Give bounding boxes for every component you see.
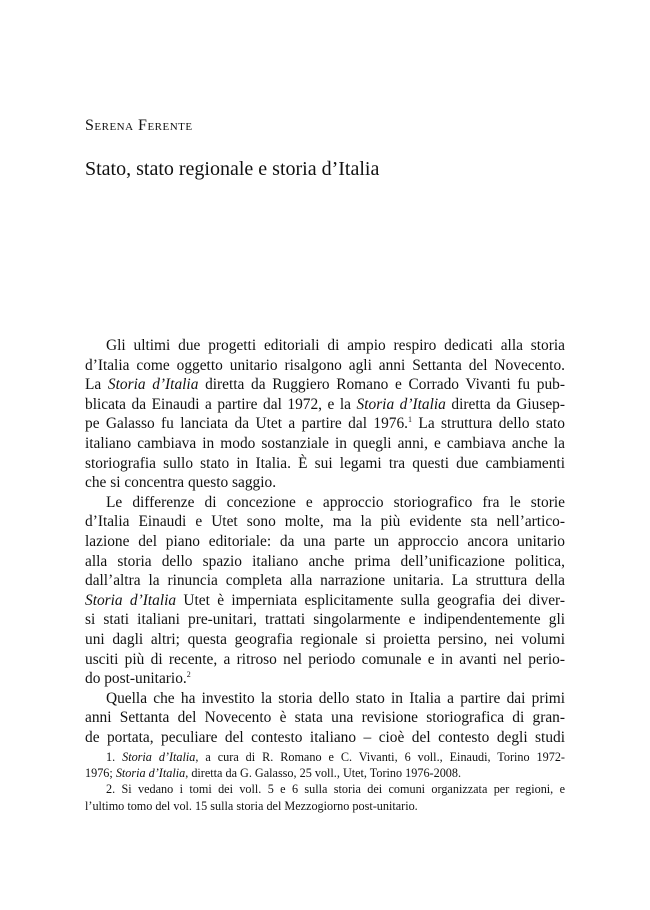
- text-fragment: 1976;: [85, 766, 116, 781]
- text-line: anni Settanta del Novecento è stata una revisione storiografica di gran-: [85, 709, 565, 727]
- text-line: d’Italia come oggetto unitario risalgono agli anni Settanta del Novecento.: [85, 356, 565, 374]
- text-line: uni dagli altri; questa geografia regionale si proietta persino, nei volumi: [85, 630, 565, 648]
- work-title: Storia d’Italia: [122, 750, 196, 764]
- footnote-line: 2. Si vedano i tomi dei voll. 5 e 6 sulla storia dei comuni organizzata per regioni, e: [106, 782, 565, 797]
- text-line: [85, 591, 565, 611]
- text-line: [85, 375, 565, 395]
- text-line: [85, 414, 565, 434]
- text-line: italiano cambiava in modo sostanziale in quegli anni, e cambiava anche la: [85, 434, 565, 452]
- article-title: Stato, stato regionale e storia d’Italia: [85, 158, 380, 180]
- text-line: dall’altra la rinuncia completa alla narrazione unitaria. La struttura della: [85, 572, 565, 590]
- paragraph-1: [85, 336, 565, 493]
- footnote-2: [85, 781, 565, 813]
- text-fragment: blicata da Einaudi a partire dal 1972, e la: [85, 395, 357, 413]
- text-fragment: Utet è imperniata esplicitamente sulla geografia dei diver-: [176, 591, 565, 609]
- author-name: Serena Ferente: [85, 117, 193, 134]
- text-fragment: , a cura di R. Romano e C. Vivanti, 6 voll., Einaudi, Torino 1972-: [195, 750, 565, 764]
- text-line: [85, 669, 565, 689]
- footnote-line: l’ultimo tomo del vol. 15 sulla storia del Mezzogiorno post-unitario.: [85, 798, 418, 813]
- text-line: che si concentra questo saggio.: [85, 474, 277, 492]
- text-line: de portata, peculiare del contesto italiano – cioè del contesto degli studi: [85, 728, 565, 746]
- text-line: d’Italia Einaudi e Utet sono molte, ma la più evidente sta nell’artico-: [85, 513, 565, 531]
- text-line: Le differenze di concezione e approccio storiografico fra le storie: [106, 493, 565, 511]
- text-fragment: , diretta da G. Galasso, 25 voll., Utet, Torino 1976-2008.: [185, 766, 462, 781]
- work-title: Storia d’Italia: [85, 591, 177, 609]
- text-line: Gli ultimi due progetti editoriali di ampio respiro dedicati alla storia: [106, 337, 565, 354]
- work-title: Storia d’Italia: [356, 395, 446, 413]
- footnote-line: [85, 765, 565, 781]
- text-line: si stati italiani pre-unitari, trattati singolarmente e indipendentemente gli: [85, 611, 565, 629]
- article-body: [85, 336, 565, 747]
- footnote-line: [85, 749, 565, 765]
- text-line: lazione del piano editoriale: da una parte un approccio ancora unitario: [85, 532, 565, 550]
- text-line: Quella che ha investito la storia dello stato in Italia a partire dai primi: [106, 689, 565, 707]
- text-line: usciti più di recente, a ritroso nel periodo comunale e in avanti nel perio-: [85, 650, 565, 668]
- text-fragment: pe Galasso fu lanciata da Utet a partire dal 1976.: [85, 415, 409, 433]
- text-line: alla storia dello spazio italiano anche prima dell’unificazione politica,: [85, 552, 565, 570]
- text-fragment: diretta da Giusep-: [445, 395, 566, 413]
- work-title: Storia d’Italia: [115, 766, 186, 781]
- footnotes: [85, 749, 565, 814]
- text-line: [85, 395, 565, 415]
- paragraph-2: [85, 493, 565, 689]
- text-fragment: diretta da Ruggiero Romano e Corrado Vivanti fu pub-: [198, 376, 565, 394]
- text-fragment: do post-unitario.: [85, 670, 187, 688]
- text-fragment: 1.: [106, 750, 123, 764]
- work-title: Storia d’Italia: [107, 376, 199, 394]
- footnote-ref-1[interactable]: 1: [408, 415, 413, 425]
- text-line: storiografia sullo stato in Italia. È sui legami tra questi due cambiamenti: [85, 454, 565, 472]
- footnote-1: [85, 749, 565, 781]
- paragraph-3: [85, 689, 565, 748]
- footnote-ref-2[interactable]: 2: [186, 670, 191, 680]
- text-fragment: La: [85, 376, 108, 394]
- text-fragment: La struttura dello stato: [412, 415, 565, 433]
